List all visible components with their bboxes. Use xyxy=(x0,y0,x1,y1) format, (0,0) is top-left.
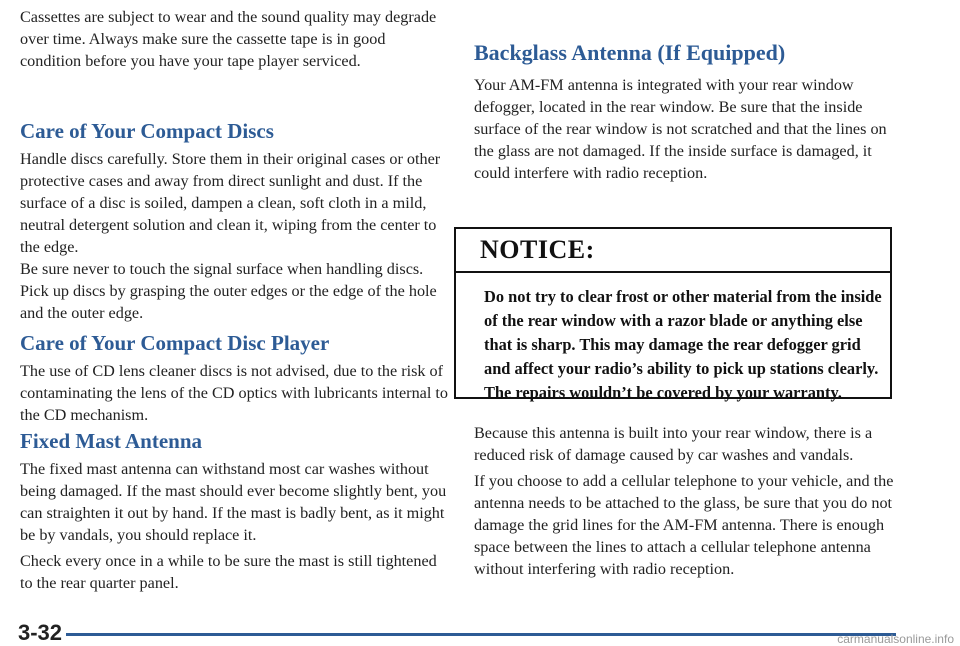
care-discs-paragraph-1: Handle discs carefully. Store them in their original cases or other protective cases and away from direct sunlight and dust. If the surface of a disc is soiled, dampen a clean, soft cloth in a mild, neutral detergent solution and clean it, wiping from the center to the edge. xyxy=(20,150,441,256)
notice-header xyxy=(456,229,890,273)
backglass-paragraph-3: If you choose to add a cellular telephone to your vehicle, and the antenna needs to be attached to the glass, be sure that you do not damage the grid lines for the AM-FM antenna. There is enough space between the lines to attach a cellular telephone antenna without interfering with radio reception. xyxy=(474,472,894,578)
fixed-mast-paragraph-1: The fixed mast antenna can withstand most car washes without being damaged. If the mast should ever become slightly bent, you can straighten it out by hand. If the mast is badly bent, as it might be by vandals, you should replace it. xyxy=(20,460,447,544)
fixed-mast-paragraph-2: Check every once in a while to be sure the mast is still tightened to the rear quarter panel. xyxy=(20,552,437,592)
heading-fixed-mast-antenna: Fixed Mast Antenna xyxy=(20,429,203,453)
backglass-paragraph-1: Your AM-FM antenna is integrated with your rear window defogger, located in the rear window. Be sure that the inside surface of the rear window is not scratched and that the lines on the glass are not damaged. If the inside surface is damaged, it could interfere with radio reception. xyxy=(474,76,887,182)
footer-rule xyxy=(66,633,896,636)
heading-care-disc-player: Care of Your Compact Disc Player xyxy=(20,331,330,355)
watermark: carmanualsonline.info xyxy=(837,632,954,646)
notice-box xyxy=(454,227,892,402)
heading-backglass-antenna: Backglass Antenna (If Equipped) xyxy=(474,40,786,65)
cassette-care-paragraph: Cassettes are subject to wear and the sound quality may degrade over time. Always make sure the cassette tape is in good condition before you have your tape player serviced. xyxy=(20,8,437,70)
care-player-paragraph: The use of CD lens cleaner discs is not advised, due to the risk of contaminating the lens of the CD optics with lubricants internal to the CD mechanism. xyxy=(20,362,448,424)
heading-care-compact-discs: Care of Your Compact Discs xyxy=(20,119,274,143)
notice-body: Do not try to clear frost or other material from the inside of the rear window with a razor blade or anything else that is sharp. This may damage the rear defogger grid and affect your radio’s ability to pick up stations clearly. The repairs wouldn’t be covered by your warranty. xyxy=(484,287,882,402)
page-number: 3-32 xyxy=(18,620,63,645)
care-discs-paragraph-2: Be sure never to touch the signal surface when handling discs. Pick up discs by grasping the outer edges or the edge of the hole and the outer edge. xyxy=(20,260,437,322)
backglass-paragraph-2: Because this antenna is built into your rear window, there is a reduced risk of damage caused by car washes and vandals. xyxy=(474,424,873,464)
notice-title: NOTICE: xyxy=(480,235,595,264)
